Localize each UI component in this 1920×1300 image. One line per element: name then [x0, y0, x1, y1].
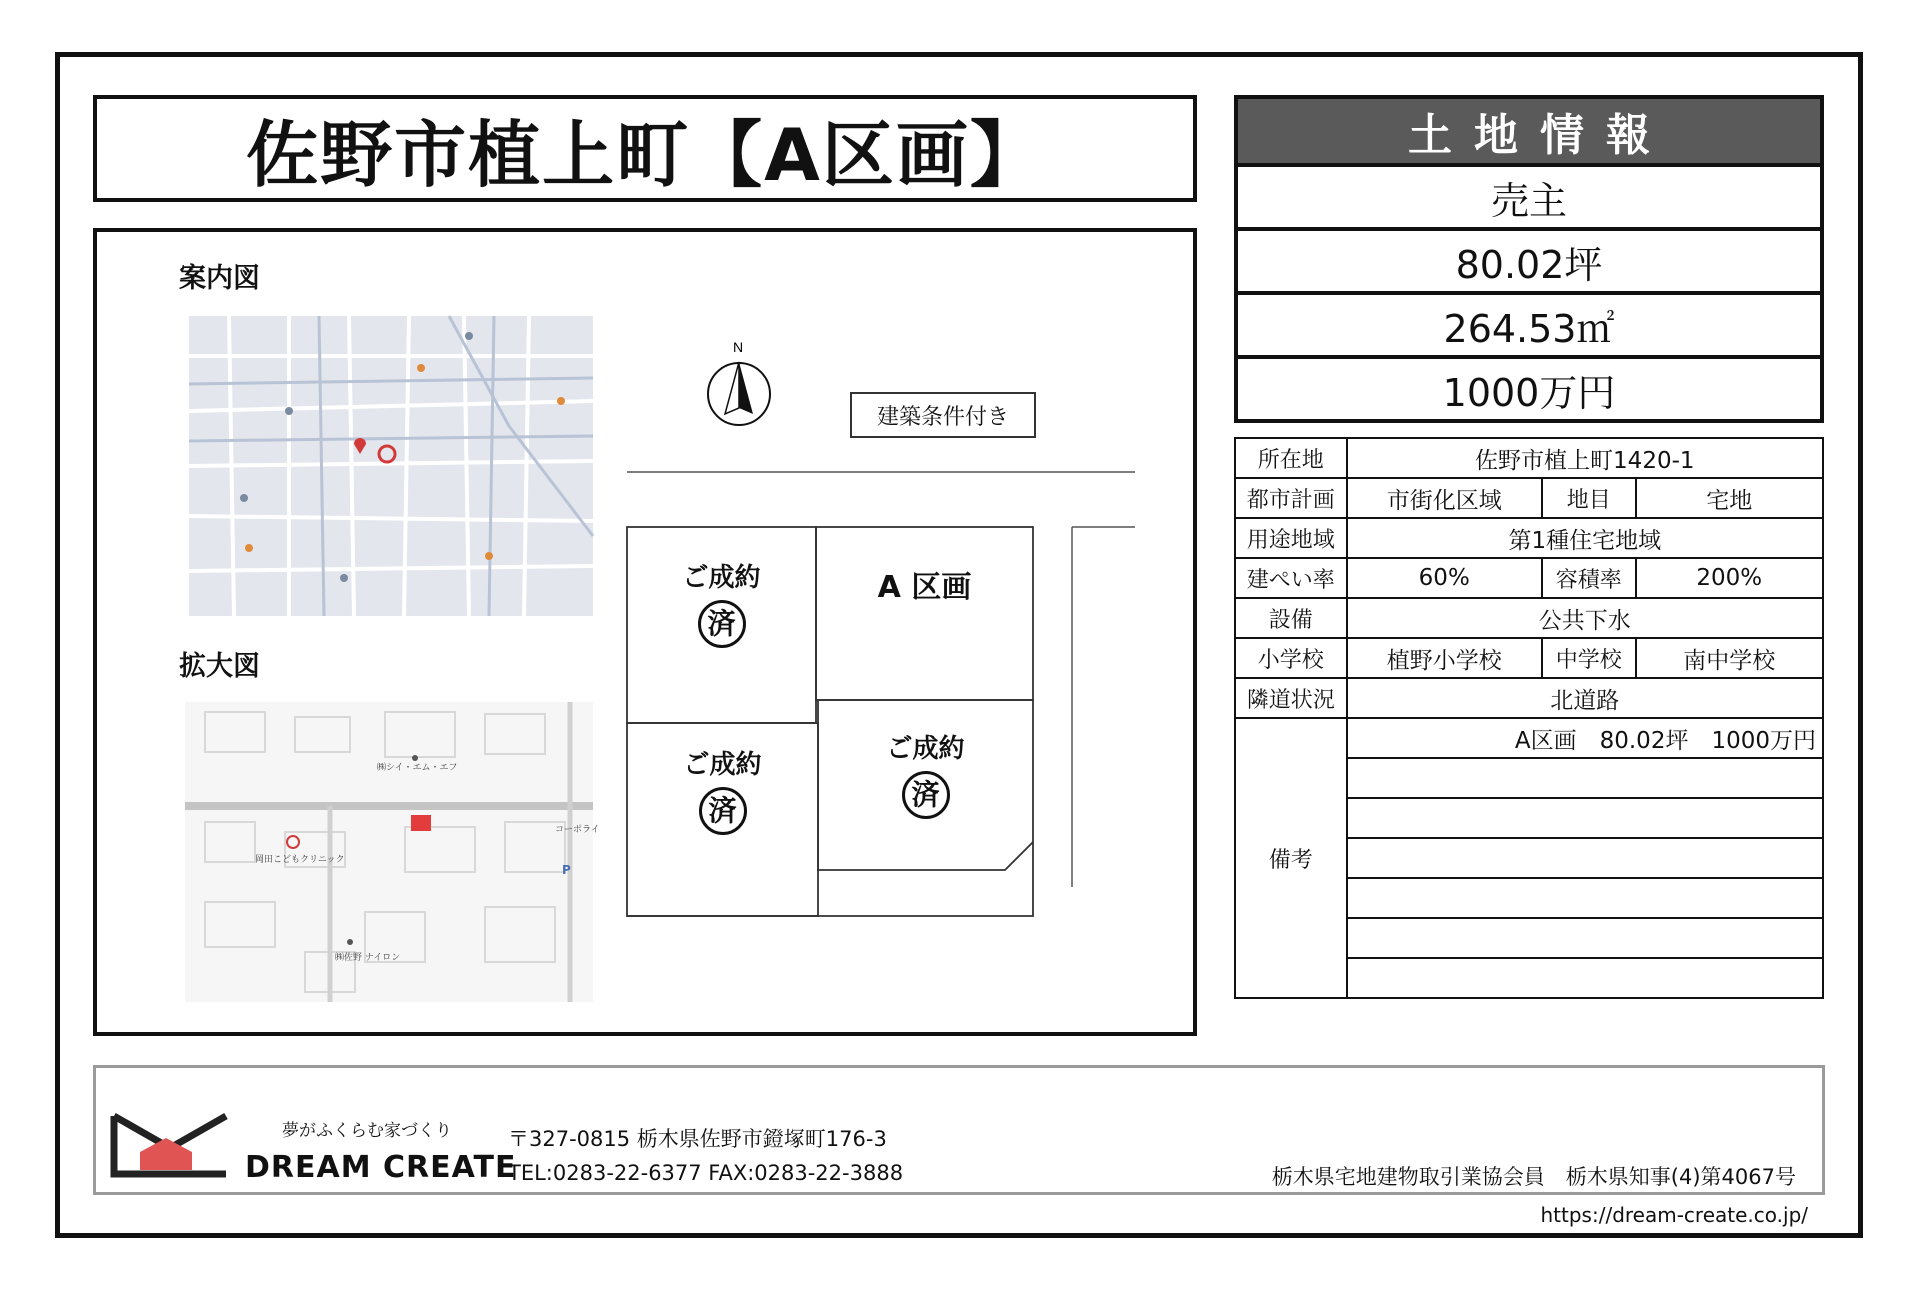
- footer-brand: DREAM CREATE: [245, 1150, 517, 1185]
- website-link[interactable]: https://dream-create.co.jp/: [1540, 1203, 1808, 1227]
- zoning-label: 用途地域: [1235, 518, 1347, 558]
- footer-tagline: 夢がふくらむ家づくり: [282, 1121, 452, 1141]
- zoom-map-place-clinic: 岡田こどもクリニック: [255, 855, 345, 865]
- notes-blank-row: [1347, 838, 1823, 878]
- zoom-map: [185, 702, 600, 1002]
- land-type-label: 地目: [1542, 478, 1636, 518]
- city-plan-label: 都市計画: [1235, 478, 1347, 518]
- compass-n: N: [733, 339, 744, 355]
- zoom-map-parking: P: [562, 863, 571, 877]
- junior-high-label: 中学校: [1542, 638, 1636, 678]
- notes-blank-row: [1347, 958, 1823, 998]
- footer-association: 栃木県宅地建物取引業協会員 栃木県知事(4)第4067号: [1271, 1165, 1796, 1189]
- table-row: [1235, 718, 1823, 758]
- elementary-value: 植野小学校: [1347, 638, 1542, 678]
- notes-blank-row: [1347, 878, 1823, 918]
- table-row: [1235, 518, 1823, 558]
- sold-stamp-icon: 済: [902, 771, 950, 819]
- map-panel: [93, 228, 1197, 1036]
- notes-label: 備考: [1235, 718, 1347, 998]
- table-row: [1235, 598, 1823, 638]
- location-label: 所在地: [1235, 438, 1347, 478]
- table-row: [1235, 438, 1823, 478]
- table-row: [1235, 558, 1823, 598]
- lot-a: A 区画: [877, 570, 972, 605]
- elementary-label: 小学校: [1235, 638, 1347, 678]
- info-area-tsubo: 80.02坪: [1234, 231, 1824, 295]
- zoom-map-label: 拡大図: [179, 651, 260, 682]
- facilities-label: 設備: [1235, 598, 1347, 638]
- zoom-map-place-corpo: コーポライ: [555, 825, 600, 835]
- zoom-map-graphic: [185, 702, 600, 1002]
- zoom-map-place-cmf: ㈱シイ・エム・エフ: [377, 763, 458, 773]
- table-row: [1235, 638, 1823, 678]
- facilities-value: 公共下水: [1347, 598, 1823, 638]
- info-header: [1234, 95, 1824, 167]
- info-price: 1000万円: [1234, 359, 1824, 423]
- dream-create-logo-icon: [110, 1112, 230, 1180]
- notes-blank-row: [1347, 758, 1823, 798]
- page-title: 佐野市植上町【A区画】: [246, 112, 1044, 197]
- lot-1: [627, 557, 816, 648]
- guide-map: [189, 316, 593, 616]
- notes-blank-row: [1347, 798, 1823, 838]
- lot-4: [818, 728, 1033, 819]
- city-plan-value: 市街化区域: [1347, 478, 1542, 518]
- condition-tag-text: 建築条件付き: [876, 404, 1009, 430]
- sold-stamp-icon: 済: [699, 787, 747, 835]
- lot-plan: [627, 472, 1147, 942]
- lot-3-status: ご成約: [683, 750, 762, 780]
- notes-blank-row: [1347, 918, 1823, 958]
- road-label: 隣道状況: [1235, 678, 1347, 718]
- info-area-m2: 264.53㎡: [1234, 295, 1824, 359]
- location-value: 佐野市植上町1420-1: [1347, 438, 1823, 478]
- land-type-value: 宅地: [1636, 478, 1823, 518]
- footer: [93, 1065, 1825, 1195]
- north-arrow-icon: [705, 338, 777, 438]
- title-box: [93, 95, 1197, 202]
- zoning-value: 第1種住宅地域: [1347, 518, 1823, 558]
- info-header-text: 土地情報: [1408, 110, 1672, 161]
- sold-stamp-icon: 済: [698, 600, 746, 648]
- guide-map-graphic: [189, 316, 593, 616]
- lot-1-status: ご成約: [682, 563, 761, 593]
- footer-address: 〒327-0815 栃木県佐野市鐙塚町176-3: [508, 1127, 887, 1151]
- lot-3: [627, 744, 818, 835]
- table-row: [1235, 678, 1823, 718]
- info-status: 売主: [1234, 167, 1824, 231]
- notes-value: A区画 80.02坪 1000万円: [1347, 718, 1823, 758]
- zoom-map-place-nylon: ㈱佐野 ナイロン: [335, 953, 401, 963]
- condition-tag: [850, 392, 1036, 438]
- coverage-value: 60%: [1347, 558, 1542, 598]
- far-label: 容積率: [1542, 558, 1636, 598]
- far-value: 200%: [1636, 558, 1823, 598]
- detail-table: [1234, 437, 1824, 999]
- coverage-label: 建ぺい率: [1235, 558, 1347, 598]
- junior-high-value: 南中学校: [1636, 638, 1823, 678]
- footer-tel: TEL:0283-22-6377 FAX:0283-22-3888: [508, 1161, 904, 1185]
- road-value: 北道路: [1347, 678, 1823, 718]
- lot-4-status: ご成約: [886, 734, 965, 764]
- guide-map-label: 案内図: [179, 263, 260, 294]
- table-row: [1235, 478, 1823, 518]
